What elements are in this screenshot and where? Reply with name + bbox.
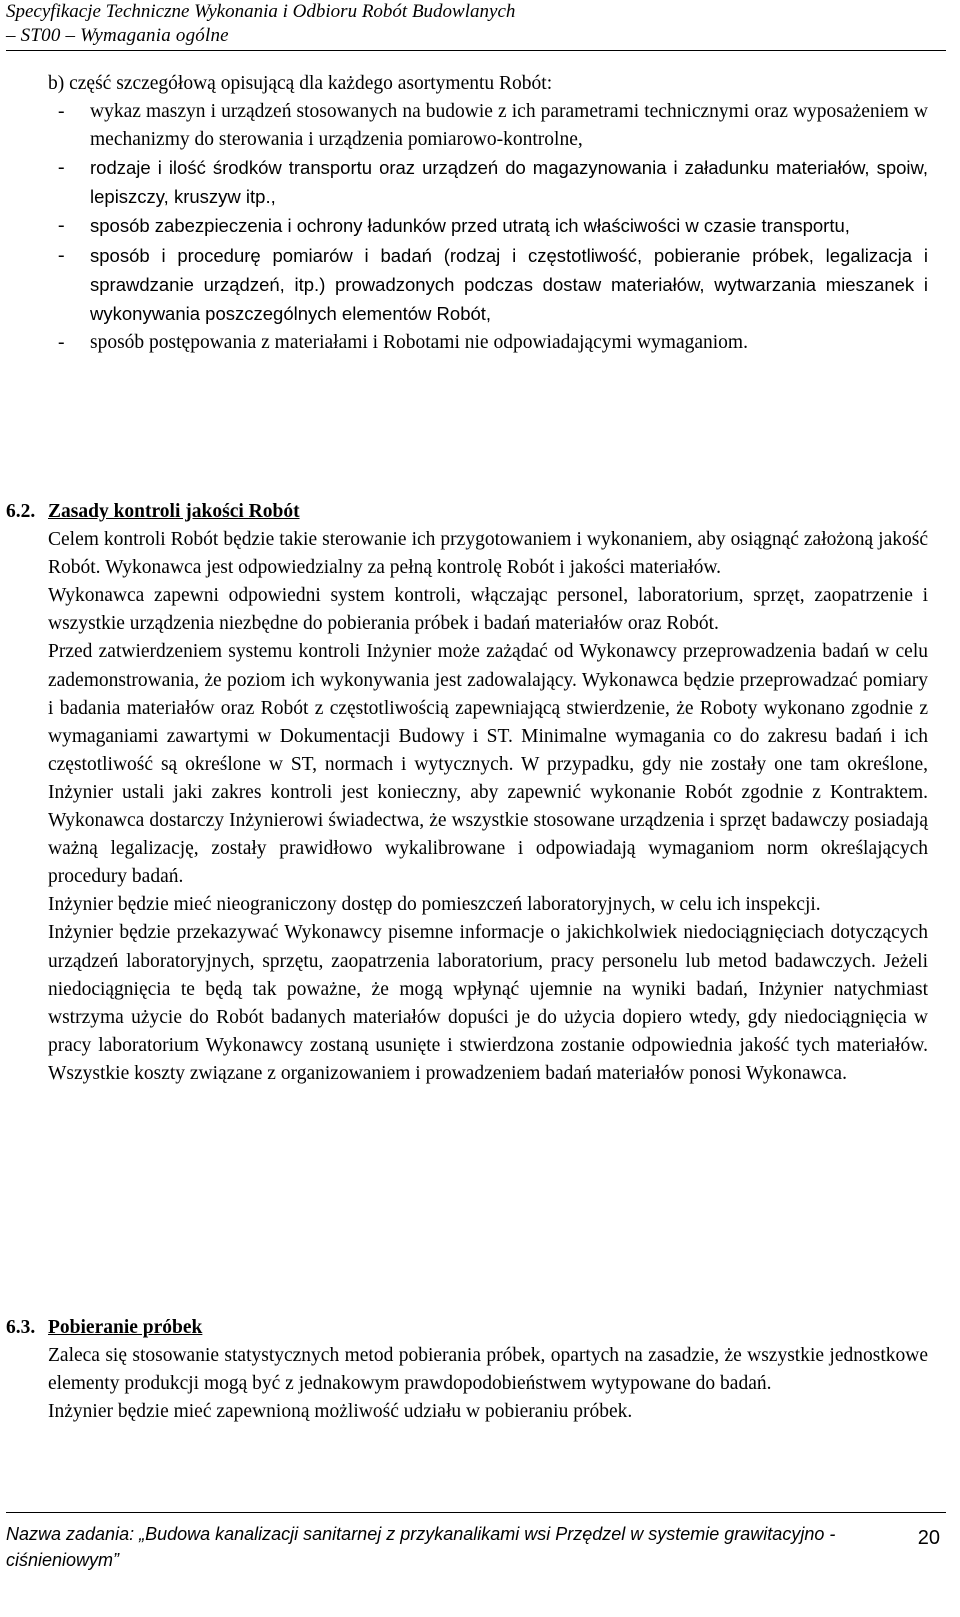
part-b-list: [48, 98, 928, 357]
page-header: [6, 0, 946, 51]
list-item-text: rodzaje i ilość środków transportu oraz urządzeń do magazynowania i załadunku materiałów, spoiw, lepiszczy, kruszyw itp.,: [90, 157, 928, 208]
list-item: - wykaz maszyn i urządzeń stosowanych na budowie z ich parametrami technicznymi oraz wyposażeniem w mechanizmy do sterowania i urządzenia pomiarowo-kontrolne,: [48, 98, 928, 154]
paragraph: Przed zatwierdzeniem systemu kontroli Inżynier może zażądać od Wykonawcy przeprowadzenia badań w celu zademonstrowania, że poziom ich wykonywania jest zadowalający. Wykonawca będzie przeprowadzać pomiary i badania materiałów oraz Robót z częstotliwością zapewniającą stwierdzenie, że Roboty wykonano zgodnie z wymaganiami zawartymi w Dokumentacji Budowy i ST. Minimalne wymagania co do zakresu badań i ich częstotliwość są określone w ST, normach i wytycznych. W przypadku, gdy nie zostały one tam określone, Inżynier ustali jaki zakres kontroli jest konieczny, aby zapewnić wykonanie Robót zgodnie z Kontraktem. Wykonawca dostarczy Inżynierowi świadectwa, że wszystkie stosowane urządzenia i sprzęt badawczy posiadają ważną legalizację, zostały prawidłowo wykalibrowane i odpowiadają wymaganiom norm określających procedury badań.: [48, 641, 928, 888]
paragraph: Inżynier będzie mieć nieograniczony dostęp do pomieszczeń laboratoryjnych, w celu ich inspekcji.: [48, 894, 821, 916]
list-item-text: sposób zabezpieczenia i ochrony ładunków przed utratą ich właściwości w czasie transportu,: [90, 215, 850, 237]
list-item: [48, 154, 928, 212]
section-number: 6.3.: [6, 1317, 36, 1338]
section-title: Pobieranie próbek: [48, 1317, 203, 1338]
section-title: Zasady kontroli jakości Robót: [48, 501, 300, 522]
section-heading: [6, 1314, 928, 1342]
page-footer: [6, 1512, 946, 1573]
section-6-3: [6, 1314, 928, 1426]
page-number: 20: [917, 1527, 940, 1549]
list-item: - sposób postępowania z materiałami i Robotami nie odpowiadającymi wymaganiom.: [48, 329, 928, 357]
header-title: Specyfikacje Techniczne Wykonania i Odbioru Robót Budowlanych: [6, 1, 516, 22]
paragraph: Inżynier będzie mieć zapewnioną możliwość udziału w pobieraniu próbek.: [48, 1401, 633, 1423]
footer-project-name: Nazwa zadania: „Budowa kanalizacji sanitarnej z przykanalikami wsi Przędzel w systemie grawitacyjno - ciśnieniowym”: [6, 1524, 836, 1570]
section-heading: [6, 498, 928, 526]
part-b-intro: b) część szczegółową opisującą dla każdego asortymentu Robót:: [48, 73, 553, 94]
part-b: [48, 70, 928, 357]
list-item: [48, 212, 928, 241]
paragraph: Celem kontroli Robót będzie takie sterowanie ich przygotowaniem i wykonaniem, aby osiągnąć założoną jakość Robót. Wykonawca jest odpowiedzialny za pełną kontrolę Robót i jakości materiałów.: [48, 529, 928, 579]
list-item: [48, 242, 928, 329]
section-6-2: [6, 498, 928, 1088]
paragraph: Inżynier będzie przekazywać Wykonawcy pisemne informacje o jakichkolwiek niedociągnięciach dotyczących urządzeń laboratoryjnych, sprzętu, zaopatrzenia laboratorium, pracy personelu lub metod badawczych. Jeżeli niedociągnięcia te będą tak poważne, że mogą wpłynąć ujemnie na wyniki badań, Inżynier natychmiast wstrzyma użycie do Robót badanych materiałów dopuści je do użycia dopiero wtedy, gdy niedociągnięcia w pracy laboratorium Wykonawcy zostaną usunięte i stwierdzona zostanie odpowiednia jakość tych materiałów. Wszystkie koszty związane z organizowaniem i prowadzeniem badań materiałów ponosi Wykonawca.: [48, 922, 928, 1084]
list-item-text: sposób i procedurę pomiarów i badań (rodzaj i częstotliwość, pobieranie próbek, legalizacja i sprawdzanie urządzeń, itp.) prowadzonych podczas dostaw materiałów, wytwarzania mieszanek i wykonywania poszczególnych elementów Robót,: [90, 244, 928, 324]
header-subtitle: – ST00 – Wymagania ogólne: [6, 25, 229, 46]
paragraph: Wykonawca zapewni odpowiedni system kontroli, włączając personel, laboratorium, sprzęt, zaopatrzenie i wszystkie urządzenia niezbędne do pobierania próbek i badań materiałów oraz Robót.: [48, 585, 928, 635]
paragraph: Zaleca się stosowanie statystycznych metod pobierania próbek, opartych na zasadzie, że wszystkie jednostkowe elementy produkcji mogą być z jednakowym prawdopodobieństwem wytypowane do badań.: [48, 1345, 928, 1395]
section-number: 6.2.: [6, 501, 36, 522]
